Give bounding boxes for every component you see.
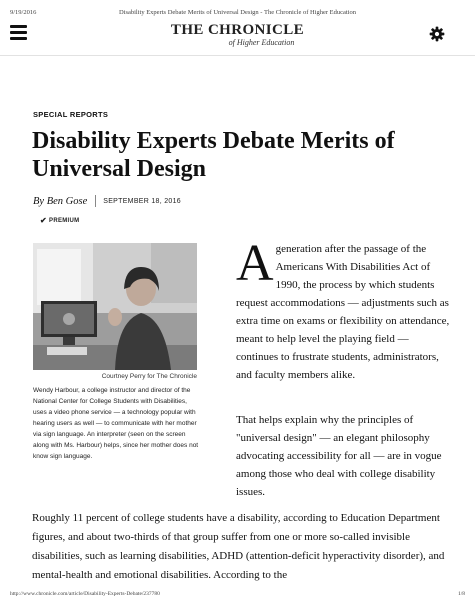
premium-label: PREMIUM (49, 217, 80, 224)
masthead-logo[interactable] (0, 22, 475, 47)
section-kicker[interactable]: SPECIAL REPORTS (33, 110, 109, 119)
photo-credit: Courtney Perry for The Chronicle (101, 373, 197, 380)
publish-date: SEPTEMBER 18, 2016 (103, 197, 182, 205)
checkmark-icon: ✔ (40, 216, 48, 225)
print-footer (0, 591, 475, 601)
photo-caption: Wendy Harbour, a college instructor and director of the National Center for College Students with Disabilities, uses a video phone service — a technology popular with hearing users as well — to communicate with her mother via sign language. An interpreter (seen on the screen along with Ms. Harbour) helps, since her mother does not know sign language. (33, 387, 199, 460)
print-date: 9/19/2016 (10, 9, 37, 16)
byline (33, 194, 181, 208)
article-paragraph-1 (236, 235, 450, 384)
byline-divider (95, 195, 96, 207)
print-url: http://www.chronicle.com/article/Disability-Experts-Debate/237780 (10, 591, 160, 597)
header-divider (0, 55, 475, 56)
photo-illustration (33, 243, 197, 370)
print-page-number: 1/8 (457, 591, 465, 597)
masthead-subtitle: of Higher Education (228, 38, 295, 47)
print-page-title: Disability Experts Debate Merits of Universal Design - The Chronicle of Higher Education (118, 9, 357, 16)
drop-cap: A (236, 235, 274, 292)
premium-badge (40, 216, 79, 225)
article-paragraph-3: Roughly 11 percent of college students have a disability, according to Education Department figures, and about two-thirds of that group suffer from one or more so-called invisible disabilities, such as learning disabilities, ADHD (attention-deficit hyperactivity disorder), and mental-health and emotional disabilities. According to the (32, 512, 445, 581)
paragraph-1-text: generation after the passage of the Americans With Disabilities Act of 1990, the process by which students request accommodations — adjustments such as extra time on exams or flexibility on attendance, meant to help level the playing field — continues to frustrate students, administrators, and faculty members alike. (236, 243, 450, 381)
article-photo[interactable] (33, 243, 197, 370)
article-paragraph-2: That helps explain why the principles of "universal design" — an elegant philosophy advocating accessibility for all — are in vogue among those who deal with college disability issues. (236, 414, 442, 498)
author-link[interactable]: By Ben Gose (33, 195, 88, 207)
masthead-title: THE CHRONICLE (170, 22, 305, 38)
gear-icon[interactable] (429, 26, 445, 42)
print-header (0, 9, 475, 21)
article-headline: Disability Experts Debate Merits of Universal Design (32, 128, 395, 182)
